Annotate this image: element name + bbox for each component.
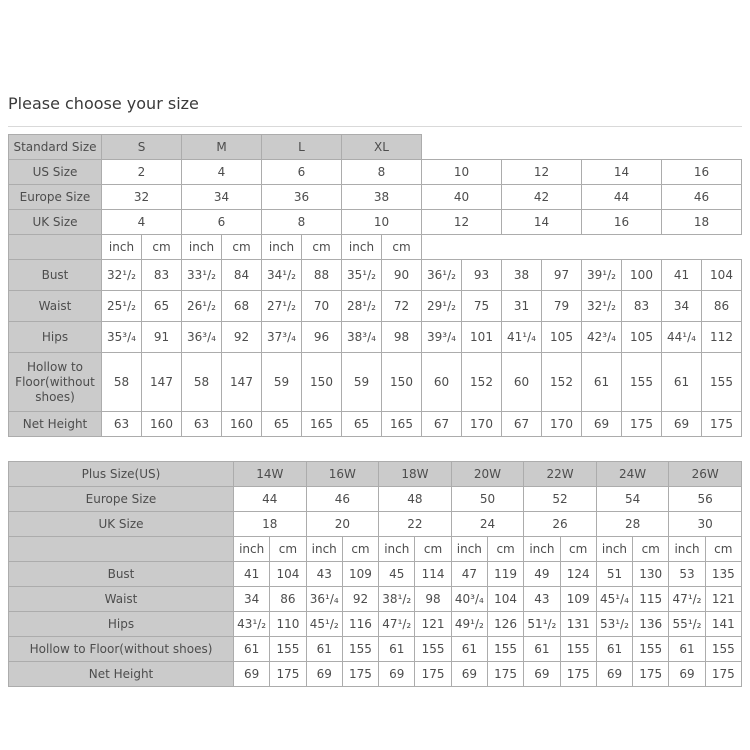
measure-value-cell: 170: [462, 412, 502, 437]
unit-row: [9, 537, 742, 562]
measure-value-cell: 136: [633, 612, 669, 637]
size-value-cell: 18: [234, 512, 307, 537]
measure-value-cell: 88: [302, 260, 342, 291]
unit-cell: inch: [182, 235, 222, 260]
measure-value-cell: 61: [234, 637, 270, 662]
measure-value-cell: 60: [422, 353, 462, 412]
measure-value-cell: 26¹/₂: [182, 291, 222, 322]
measure-value-cell: 63: [182, 412, 222, 437]
measure-value-cell: 114: [415, 562, 451, 587]
size-value-cell: 22: [379, 512, 452, 537]
size-row: [9, 160, 742, 185]
measure-value-cell: 36¹/₄: [306, 587, 342, 612]
measure-value-cell: 34: [662, 291, 702, 322]
unit-cell: cm: [342, 537, 378, 562]
size-value-cell: 14: [502, 210, 582, 235]
size-value-cell: 12: [422, 210, 502, 235]
measure-value-cell: 38¹/₂: [379, 587, 415, 612]
measure-value-cell: 131: [560, 612, 596, 637]
measure-value-cell: 175: [705, 662, 741, 687]
size-value-cell: 26: [524, 512, 597, 537]
measure-value-cell: 69: [669, 662, 705, 687]
measure-value-cell: 49: [524, 562, 560, 587]
size-value-cell: 8: [262, 210, 342, 235]
unit-row-label: [9, 537, 234, 562]
unit-cell: inch: [596, 537, 632, 562]
size-value-cell: 48: [379, 487, 452, 512]
size-value-cell: 4: [102, 210, 182, 235]
measure-value-cell: 53¹/₂: [596, 612, 632, 637]
measure-value-cell: 130: [633, 562, 669, 587]
measure-value-cell: 59: [342, 353, 382, 412]
measure-value-cell: 38: [502, 260, 542, 291]
measure-value-cell: 175: [702, 412, 742, 437]
measure-value-cell: 34¹/₂: [262, 260, 302, 291]
measure-value-cell: 69: [662, 412, 702, 437]
size-group-header: 24W: [596, 462, 669, 487]
measure-value-cell: 61: [669, 637, 705, 662]
measure-value-cell: 47: [451, 562, 487, 587]
measure-value-cell: 39³/₄: [422, 322, 462, 353]
measure-value-cell: 105: [622, 322, 662, 353]
measure-value-cell: 170: [542, 412, 582, 437]
size-value-cell: 14: [582, 160, 662, 185]
measure-value-cell: 160: [222, 412, 262, 437]
unit-row: [9, 235, 742, 260]
size-group-header: 16W: [306, 462, 379, 487]
measure-value-cell: 155: [487, 637, 523, 662]
unit-cell: inch: [234, 537, 270, 562]
size-group-row: [9, 462, 742, 487]
measure-value-cell: 67: [422, 412, 462, 437]
measure-value-cell: 58: [182, 353, 222, 412]
measure-value-cell: 119: [487, 562, 523, 587]
unit-cell: cm: [222, 235, 262, 260]
measure-value-cell: 55¹/₂: [669, 612, 705, 637]
measure-value-cell: 155: [342, 637, 378, 662]
measure-value-cell: 110: [270, 612, 306, 637]
measure-value-cell: 65: [142, 291, 182, 322]
measure-value-cell: 155: [702, 353, 742, 412]
unit-cell: inch: [342, 235, 382, 260]
measure-value-cell: 28¹/₂: [342, 291, 382, 322]
measure-value-cell: 150: [302, 353, 342, 412]
measure-value-cell: 121: [705, 587, 741, 612]
unit-row-label: [9, 235, 102, 260]
size-group-header: L: [262, 135, 342, 160]
unit-cell: cm: [302, 235, 342, 260]
row-label: Europe Size: [9, 487, 234, 512]
unit-cell: cm: [633, 537, 669, 562]
measure-value-cell: 67: [502, 412, 542, 437]
row-label: Waist: [9, 291, 102, 322]
size-value-cell: 10: [422, 160, 502, 185]
row-label: UK Size: [9, 210, 102, 235]
measure-row: [9, 322, 742, 353]
measure-row: [9, 587, 742, 612]
size-group-header: S: [102, 135, 182, 160]
measure-value-cell: 90: [382, 260, 422, 291]
measure-value-cell: 29¹/₂: [422, 291, 462, 322]
measure-value-cell: 61: [662, 353, 702, 412]
row-label: Waist: [9, 587, 234, 612]
size-group-header: XL: [342, 135, 422, 160]
measure-value-cell: 35¹/₂: [342, 260, 382, 291]
size-value-cell: 40: [422, 185, 502, 210]
size-value-cell: 8: [342, 160, 422, 185]
measure-value-cell: 112: [702, 322, 742, 353]
size-group-header: M: [182, 135, 262, 160]
size-group-header: 26W: [669, 462, 742, 487]
measure-value-cell: 70: [302, 291, 342, 322]
size-value-cell: 20: [306, 512, 379, 537]
measure-value-cell: 69: [524, 662, 560, 687]
size-value-cell: 46: [306, 487, 379, 512]
unit-cell: cm: [415, 537, 451, 562]
measure-value-cell: 68: [222, 291, 262, 322]
size-value-cell: 16: [662, 160, 742, 185]
measure-value-cell: 61: [379, 637, 415, 662]
size-value-cell: 18: [662, 210, 742, 235]
measure-value-cell: 60: [502, 353, 542, 412]
row-label: Net Height: [9, 662, 234, 687]
measure-value-cell: 155: [270, 637, 306, 662]
size-group-header: 14W: [234, 462, 307, 487]
size-value-cell: 54: [596, 487, 669, 512]
measure-value-cell: 83: [142, 260, 182, 291]
measure-value-cell: 121: [415, 612, 451, 637]
row-label: Hollow to Floor(without shoes): [9, 637, 234, 662]
size-value-cell: 4: [182, 160, 262, 185]
measure-value-cell: 100: [622, 260, 662, 291]
unit-cell: cm: [142, 235, 182, 260]
row-label: Bust: [9, 260, 102, 291]
measure-value-cell: 34: [234, 587, 270, 612]
measure-value-cell: 124: [560, 562, 596, 587]
measure-value-cell: 135: [705, 562, 741, 587]
measure-value-cell: 155: [415, 637, 451, 662]
measure-value-cell: 43: [306, 562, 342, 587]
measure-value-cell: 165: [302, 412, 342, 437]
measure-value-cell: 45¹/₄: [596, 587, 632, 612]
size-value-cell: 30: [669, 512, 742, 537]
measure-row: [9, 353, 742, 412]
measure-value-cell: 93: [462, 260, 502, 291]
unit-cell: inch: [524, 537, 560, 562]
size-group-header: 22W: [524, 462, 597, 487]
measure-value-cell: 152: [462, 353, 502, 412]
plus-size-table: [8, 461, 742, 687]
size-value-cell: 6: [182, 210, 262, 235]
unit-cell: inch: [451, 537, 487, 562]
measure-row: [9, 260, 742, 291]
measure-value-cell: 44¹/₄: [662, 322, 702, 353]
measure-value-cell: 61: [582, 353, 622, 412]
measure-value-cell: 43¹/₂: [234, 612, 270, 637]
measure-value-cell: 152: [542, 353, 582, 412]
unit-cell: cm: [560, 537, 596, 562]
measure-value-cell: 105: [542, 322, 582, 353]
size-value-cell: 50: [451, 487, 524, 512]
measure-value-cell: 65: [262, 412, 302, 437]
standard-size-table: [8, 134, 742, 437]
measure-value-cell: 39¹/₂: [582, 260, 622, 291]
measure-value-cell: 69: [451, 662, 487, 687]
measure-row: [9, 612, 742, 637]
measure-value-cell: 126: [487, 612, 523, 637]
size-row: [9, 487, 742, 512]
row-label: Hollow to Floor(without shoes): [9, 353, 102, 412]
measure-value-cell: 175: [415, 662, 451, 687]
measure-value-cell: 49¹/₂: [451, 612, 487, 637]
size-value-cell: 56: [669, 487, 742, 512]
measure-value-cell: 36³/₄: [182, 322, 222, 353]
measure-value-cell: 42³/₄: [582, 322, 622, 353]
measure-value-cell: 175: [270, 662, 306, 687]
size-value-cell: 38: [342, 185, 422, 210]
measure-value-cell: 45¹/₂: [306, 612, 342, 637]
measure-value-cell: 63: [102, 412, 142, 437]
measure-value-cell: 96: [302, 322, 342, 353]
measure-value-cell: 37³/₄: [262, 322, 302, 353]
measure-value-cell: 147: [142, 353, 182, 412]
measure-value-cell: 97: [542, 260, 582, 291]
measure-value-cell: 69: [234, 662, 270, 687]
row-label: Hips: [9, 612, 234, 637]
size-value-cell: 28: [596, 512, 669, 537]
measure-value-cell: 155: [622, 353, 662, 412]
measure-value-cell: 104: [270, 562, 306, 587]
unit-cell: inch: [669, 537, 705, 562]
measure-value-cell: 51¹/₂: [524, 612, 560, 637]
size-row: [9, 512, 742, 537]
measure-value-cell: 147: [222, 353, 262, 412]
unit-cell: inch: [102, 235, 142, 260]
measure-value-cell: 69: [379, 662, 415, 687]
unit-cell: cm: [270, 537, 306, 562]
measure-value-cell: 155: [633, 637, 669, 662]
corner-label: Plus Size(US): [9, 462, 234, 487]
measure-value-cell: 31: [502, 291, 542, 322]
measure-row: [9, 662, 742, 687]
unit-cell: inch: [379, 537, 415, 562]
measure-value-cell: 92: [222, 322, 262, 353]
size-value-cell: 44: [582, 185, 662, 210]
measure-value-cell: 41: [662, 260, 702, 291]
unit-cell: cm: [487, 537, 523, 562]
size-value-cell: 52: [524, 487, 597, 512]
unit-cell: cm: [705, 537, 741, 562]
measure-value-cell: 109: [342, 562, 378, 587]
size-value-cell: 36: [262, 185, 342, 210]
size-value-cell: 6: [262, 160, 342, 185]
measure-value-cell: 45: [379, 562, 415, 587]
measure-value-cell: 61: [524, 637, 560, 662]
measure-value-cell: 33¹/₂: [182, 260, 222, 291]
row-label: Europe Size: [9, 185, 102, 210]
corner-label: Standard Size: [9, 135, 102, 160]
page-title: Please choose your size: [8, 94, 199, 113]
measure-value-cell: 175: [622, 412, 662, 437]
measure-value-cell: 104: [702, 260, 742, 291]
row-label: UK Size: [9, 512, 234, 537]
measure-value-cell: 47¹/₂: [669, 587, 705, 612]
size-value-cell: 2: [102, 160, 182, 185]
measure-value-cell: 58: [102, 353, 142, 412]
size-row: [9, 185, 742, 210]
measure-value-cell: 41: [234, 562, 270, 587]
measure-value-cell: 150: [382, 353, 422, 412]
measure-value-cell: 69: [306, 662, 342, 687]
measure-value-cell: 175: [487, 662, 523, 687]
measure-value-cell: 40³/₄: [451, 587, 487, 612]
measure-row: [9, 562, 742, 587]
measure-value-cell: 25¹/₂: [102, 291, 142, 322]
measure-row: [9, 637, 742, 662]
measure-value-cell: 51: [596, 562, 632, 587]
measure-value-cell: 165: [382, 412, 422, 437]
measure-value-cell: 75: [462, 291, 502, 322]
size-group-header: 20W: [451, 462, 524, 487]
measure-value-cell: 116: [342, 612, 378, 637]
measure-value-cell: 47¹/₂: [379, 612, 415, 637]
measure-value-cell: 98: [415, 587, 451, 612]
measure-value-cell: 32¹/₂: [582, 291, 622, 322]
measure-value-cell: 41¹/₄: [502, 322, 542, 353]
unit-cell: cm: [382, 235, 422, 260]
measure-value-cell: 91: [142, 322, 182, 353]
row-label: Net Height: [9, 412, 102, 437]
size-group-row: [9, 135, 742, 160]
measure-value-cell: 160: [142, 412, 182, 437]
measure-value-cell: 83: [622, 291, 662, 322]
measure-value-cell: 35³/₄: [102, 322, 142, 353]
measure-value-cell: 155: [560, 637, 596, 662]
measure-value-cell: 92: [342, 587, 378, 612]
size-value-cell: 32: [102, 185, 182, 210]
measure-value-cell: 109: [560, 587, 596, 612]
size-row: [9, 210, 742, 235]
measure-value-cell: 53: [669, 562, 705, 587]
measure-value-cell: 115: [633, 587, 669, 612]
measure-value-cell: 72: [382, 291, 422, 322]
measure-value-cell: 98: [382, 322, 422, 353]
measure-value-cell: 61: [306, 637, 342, 662]
row-label: Bust: [9, 562, 234, 587]
size-value-cell: 10: [342, 210, 422, 235]
size-value-cell: 12: [502, 160, 582, 185]
size-value-cell: 46: [662, 185, 742, 210]
measure-value-cell: 59: [262, 353, 302, 412]
measure-value-cell: 69: [596, 662, 632, 687]
measure-value-cell: 38³/₄: [342, 322, 382, 353]
measure-value-cell: 101: [462, 322, 502, 353]
measure-value-cell: 86: [702, 291, 742, 322]
measure-value-cell: 36¹/₂: [422, 260, 462, 291]
measure-value-cell: 175: [633, 662, 669, 687]
measure-value-cell: 32¹/₂: [102, 260, 142, 291]
measure-value-cell: 104: [487, 587, 523, 612]
size-value-cell: 34: [182, 185, 262, 210]
measure-value-cell: 79: [542, 291, 582, 322]
measure-value-cell: 84: [222, 260, 262, 291]
size-group-header: 18W: [379, 462, 452, 487]
measure-value-cell: 86: [270, 587, 306, 612]
measure-value-cell: 61: [596, 637, 632, 662]
row-label: Hips: [9, 322, 102, 353]
measure-row: [9, 291, 742, 322]
measure-value-cell: 65: [342, 412, 382, 437]
size-value-cell: 44: [234, 487, 307, 512]
measure-value-cell: 175: [342, 662, 378, 687]
size-value-cell: 24: [451, 512, 524, 537]
row-label: US Size: [9, 160, 102, 185]
unit-cell: inch: [306, 537, 342, 562]
measure-value-cell: 175: [560, 662, 596, 687]
title-divider: [8, 126, 742, 127]
size-value-cell: 16: [582, 210, 662, 235]
measure-value-cell: 69: [582, 412, 622, 437]
measure-row: [9, 412, 742, 437]
measure-value-cell: 61: [451, 637, 487, 662]
measure-value-cell: 141: [705, 612, 741, 637]
measure-value-cell: 43: [524, 587, 560, 612]
unit-cell: inch: [262, 235, 302, 260]
size-value-cell: 42: [502, 185, 582, 210]
measure-value-cell: 155: [705, 637, 741, 662]
measure-value-cell: 27¹/₂: [262, 291, 302, 322]
